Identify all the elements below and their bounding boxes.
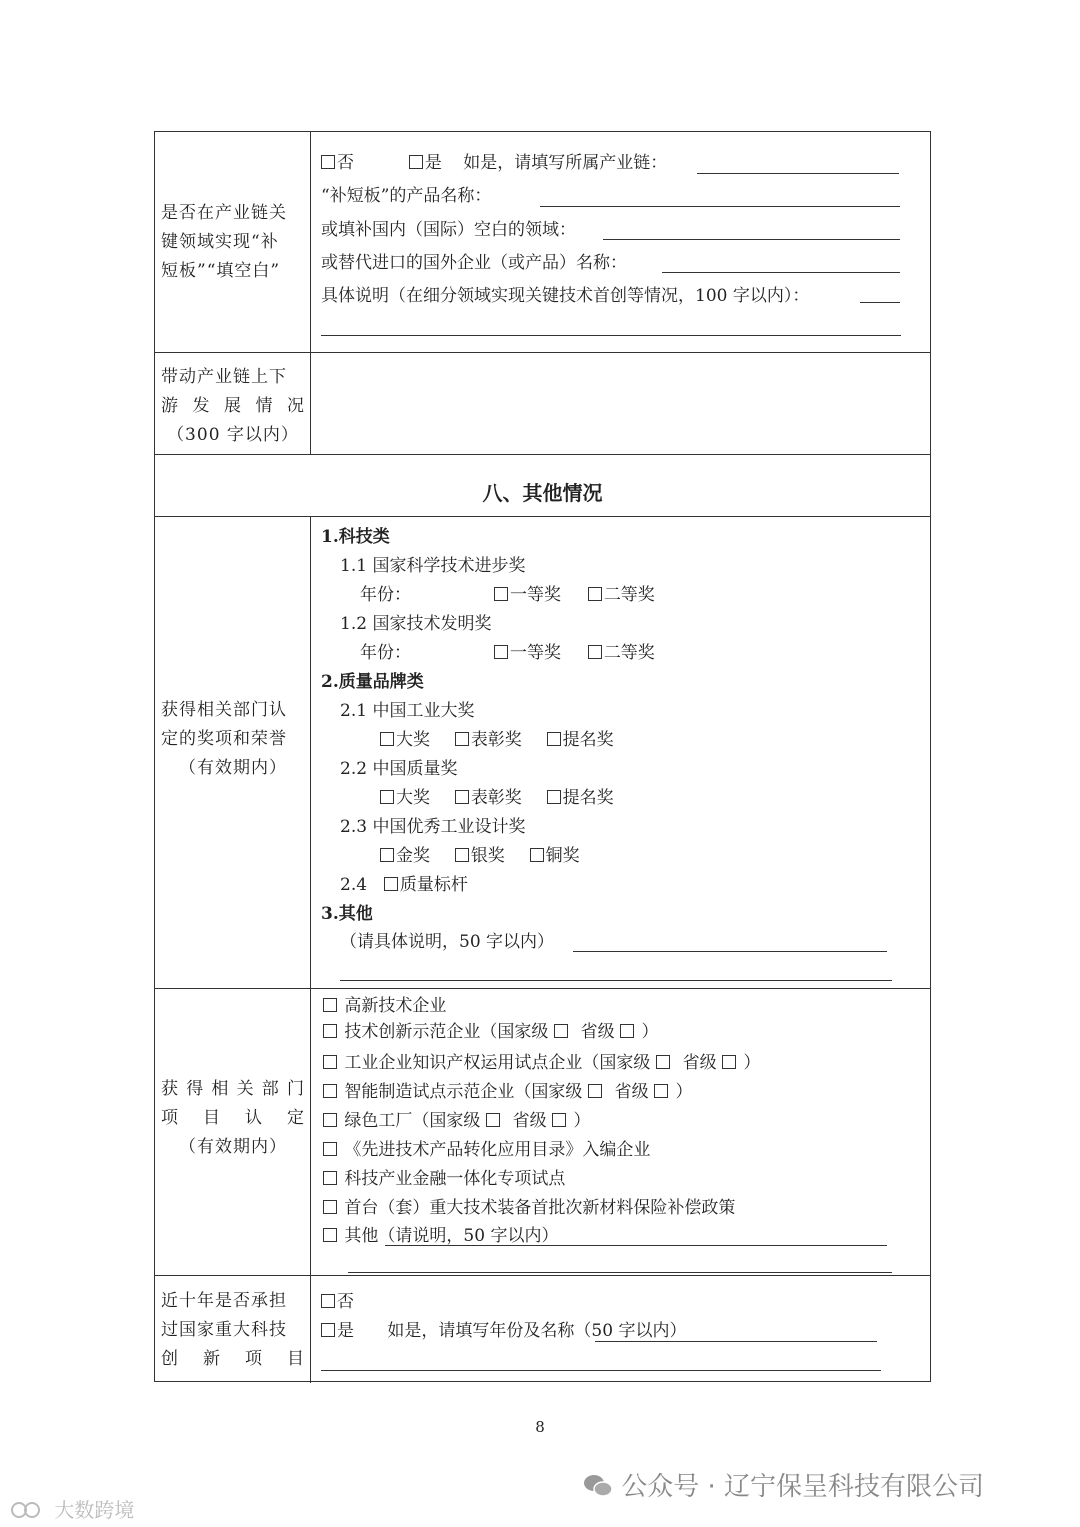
year-label: 年份： — [360, 585, 411, 605]
row-divider — [155, 988, 930, 989]
product-name-label: “补短板”的产品名称： — [321, 186, 492, 206]
checkbox-silver[interactable] — [455, 848, 469, 862]
checkbox-national[interactable] — [656, 1055, 670, 1069]
checkbox-national[interactable] — [486, 1113, 500, 1127]
award-benchmark: 2.4 质量标杆 — [340, 875, 468, 895]
award-quality: 2.2 中国质量奖 — [340, 759, 458, 779]
major-project-no: 否 — [321, 1291, 354, 1313]
other-note-field[interactable] — [573, 951, 887, 952]
category-quality: 2.质量品牌类 — [321, 672, 424, 692]
row2-input-area[interactable] — [313, 354, 930, 452]
item-high-tech: 高新技术企业 — [323, 995, 446, 1017]
award-medal-options: 金奖 银奖 铜奖 — [380, 845, 580, 867]
checkbox[interactable] — [323, 1113, 337, 1127]
detail-field[interactable] — [860, 302, 900, 303]
checkbox-gold[interactable] — [380, 848, 394, 862]
watermark: 公众号 · 辽宁保呈科技有限公司 — [583, 1466, 984, 1503]
column-divider — [310, 132, 311, 454]
logo-icon — [10, 1500, 48, 1520]
checkbox[interactable] — [323, 1024, 337, 1038]
award-level-options: 大奖 表彰奖 提名奖 — [380, 729, 614, 751]
import-substitute-field[interactable] — [662, 272, 900, 273]
major-project-field-line2[interactable] — [321, 1370, 881, 1371]
award-sci-progress: 1.1 国家科学技术进步奖 — [340, 556, 526, 576]
checkbox-provincial[interactable] — [552, 1113, 566, 1127]
checkbox-provincial[interactable] — [654, 1084, 668, 1098]
award-industry: 2.1 中国工业大奖 — [340, 701, 475, 721]
industry-chain-field[interactable] — [697, 173, 899, 174]
award-grade-options: 一等奖 二等奖 — [494, 642, 655, 664]
gap-field-label: 或填补国内（国际）空白的领域： — [321, 220, 576, 240]
checkbox-national[interactable] — [588, 1084, 602, 1098]
checkbox-nominate[interactable] — [547, 732, 561, 746]
row-divider — [155, 352, 930, 353]
form-table — [154, 131, 931, 1382]
checkbox[interactable] — [323, 1142, 337, 1156]
row4-label: 获得相关部门 项目认定 （有效期内） — [161, 1079, 305, 1157]
checkbox-nominate[interactable] — [547, 790, 561, 804]
checkbox-commend[interactable] — [455, 732, 469, 746]
other-note-field-line2[interactable] — [340, 980, 892, 981]
checkbox[interactable] — [323, 1084, 337, 1098]
other-item-field[interactable] — [385, 1245, 887, 1246]
other-note-label: （请具体说明，50 字以内） — [340, 932, 555, 952]
year-label: 年份： — [360, 643, 411, 663]
major-project-yes: 是 如是，请填写年份及名称（50 字以内） — [321, 1320, 686, 1342]
item-catalog: 《先进技术产品转化应用目录》入编企业 — [323, 1139, 650, 1161]
category-tech: 1.科技类 — [321, 527, 390, 547]
checkbox-bronze[interactable] — [530, 848, 544, 862]
gap-field-input[interactable] — [603, 239, 900, 240]
checkbox-provincial[interactable] — [722, 1055, 736, 1069]
row3-label: 获得相关部门认 定的奖项和荣誉 （有效期内） — [161, 700, 287, 778]
row-divider — [155, 454, 930, 455]
watermark-secondary: 大数跨境 — [10, 1494, 134, 1523]
checkbox[interactable] — [323, 1171, 337, 1185]
item-ip-pilot: 工业企业知识产权运用试点企业（国家级 省级 ） — [323, 1052, 760, 1074]
item-first-set: 首台（套）重大技术装备首批次新材料保险补偿政策 — [323, 1197, 735, 1219]
page-number: 8 — [535, 1418, 545, 1436]
checkbox-provincial[interactable] — [620, 1024, 634, 1038]
checkbox-benchmark[interactable] — [384, 877, 398, 891]
checkbox-first[interactable] — [494, 587, 508, 601]
checkbox-yes[interactable] — [321, 1323, 335, 1337]
column-divider — [310, 516, 311, 1383]
award-design: 2.3 中国优秀工业设计奖 — [340, 817, 526, 837]
award-invention: 1.2 国家技术发明奖 — [340, 614, 492, 634]
product-name-field[interactable] — [540, 206, 900, 207]
award-grade-options: 一等奖 二等奖 — [494, 584, 655, 606]
checkbox[interactable] — [323, 1055, 337, 1069]
row1-label: 是否在产业链关 键领域实现“补 短板”“填空白” — [161, 203, 287, 281]
category-other: 3.其他 — [321, 904, 373, 924]
checkbox[interactable] — [323, 1228, 337, 1242]
checkbox-grand[interactable] — [380, 732, 394, 746]
checkbox[interactable] — [323, 998, 337, 1012]
checkbox-no[interactable] — [321, 1294, 335, 1308]
detail-label: 具体说明（在细分领域实现关键技术首创等情况，100 字以内）： — [321, 286, 810, 306]
item-other: 其他（请说明，50 字以内） — [323, 1225, 558, 1247]
detail-field-line2[interactable] — [321, 335, 901, 336]
wechat-icon — [583, 1473, 613, 1499]
checkbox-no[interactable] — [321, 155, 335, 169]
checkbox-second[interactable] — [588, 587, 602, 601]
import-substitute-label: 或替代进口的国外企业（或产品）名称： — [321, 253, 627, 273]
row-divider — [155, 1275, 930, 1276]
other-item-field-line2[interactable] — [348, 1272, 892, 1273]
checkbox-national[interactable] — [554, 1024, 568, 1038]
item-fintech-pilot: 科技产业金融一体化专项试点 — [323, 1168, 565, 1190]
checkbox-second[interactable] — [588, 645, 602, 659]
checkbox-yes[interactable] — [409, 155, 423, 169]
checkbox-first[interactable] — [494, 645, 508, 659]
item-innovation-demo: 技术创新示范企业（国家级 省级 ） — [323, 1021, 658, 1043]
major-project-field[interactable] — [595, 1341, 877, 1342]
checkbox-commend[interactable] — [455, 790, 469, 804]
item-smart-manufacturing: 智能制造试点示范企业（国家级 省级 ） — [323, 1081, 692, 1103]
row-divider — [155, 516, 930, 517]
section-title: 八、其他情况 — [482, 481, 603, 505]
checkbox[interactable] — [323, 1200, 337, 1214]
checkbox-grand[interactable] — [380, 790, 394, 804]
award-level-options: 大奖 表彰奖 提名奖 — [380, 787, 614, 809]
item-green-factory: 绿色工厂（国家级 省级 ） — [323, 1110, 590, 1132]
row1-options: 否 是 如是，请填写所属产业链： — [321, 152, 667, 174]
row5-label: 近十年是否承担 过国家重大科技 创新项目 — [161, 1291, 305, 1369]
row2-label: 带动产业链上下 游发展情况 （300 字以内） — [161, 367, 305, 445]
